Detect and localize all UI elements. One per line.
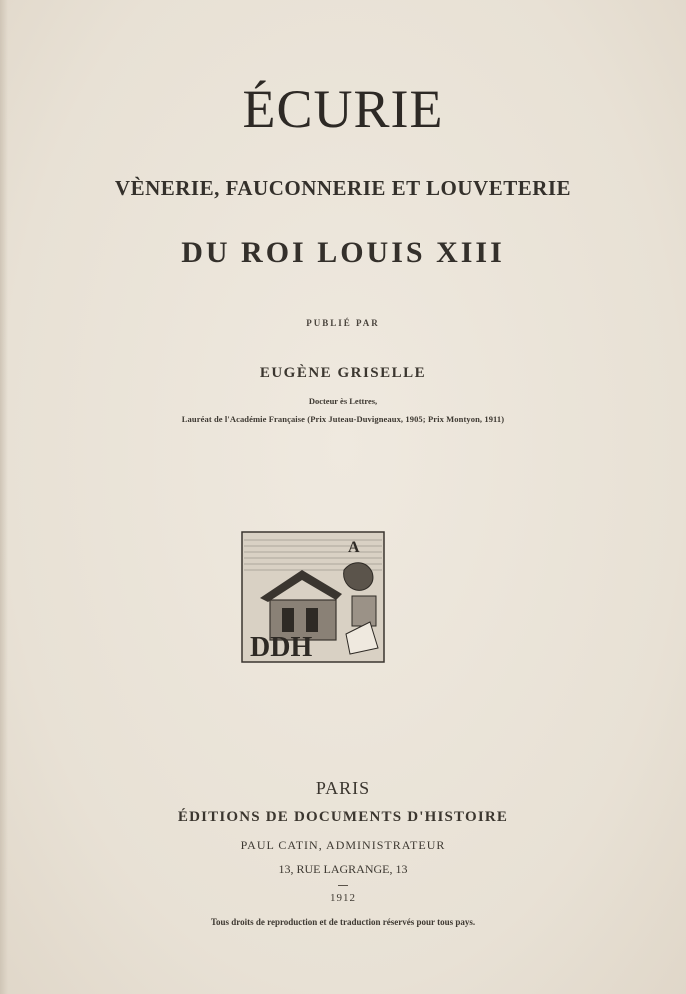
imprint-divider (338, 885, 348, 886)
book-subtitle: VÈNERIE, FAUCONNERIE ET LOUVETERIE (114, 176, 572, 200)
svg-text:A: A (348, 539, 360, 556)
published-by-label: PUBLIÉ PAR (306, 318, 380, 328)
publisher-emblem-icon (240, 530, 386, 664)
imprint-rights: Tous droits de reproduction et de traduction réservés pour tous pays. (210, 917, 476, 927)
imprint-administrator: PAUL CATIN, ADMINISTRATEUR (240, 838, 446, 852)
book-subtitle-king: DU ROI LOUIS XIII (181, 236, 505, 269)
imprint-year: 1912 (330, 892, 356, 904)
book-title: ÉCURIE (242, 79, 444, 139)
author-degree: Docteur ès Lettres, (308, 396, 378, 406)
author-awards: Lauréat de l'Académie Française (Prix Juteau-Duvigneaux, 1905; Prix Montyon, 1911) (181, 414, 505, 424)
imprint-city: PARIS (315, 778, 371, 798)
author-name: EUGÈNE GRISELLE (259, 365, 427, 381)
emblem-letters: DDH (250, 632, 313, 663)
imprint-address: 13, RUE LAGRANGE, 13 (278, 862, 408, 876)
imprint-publisher: ÉDITIONS DE DOCUMENTS D'HISTOIRE (177, 809, 509, 825)
